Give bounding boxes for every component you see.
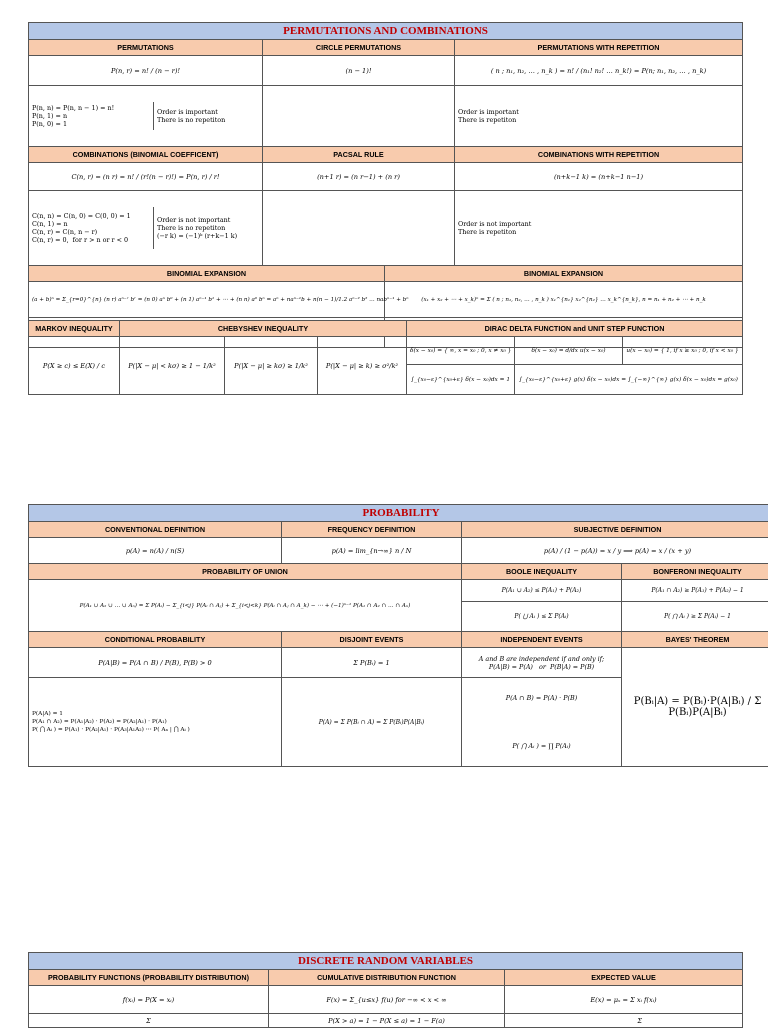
independent-definition: A and B are independent if and only if; P(A|B) = P(A) or P(B|A) = P(B) xyxy=(462,648,622,678)
markov-formula: P(X ≥ c) ≤ E(X) / c xyxy=(29,337,120,395)
header-pascal-rule: PACSAL RULE xyxy=(263,147,455,163)
subjective-formula: p(A) / (1 − p(A)) = x / y ⟹ p(A) = x / (x + y) xyxy=(462,538,768,564)
conditional-notes: P(A|A) = 1 P(A₁ ∩ A₂) = P(A₁|A₂) · P(A₂) = P(A₂|A₁) · P(A₁) P( ⋂ Aᵢ ) = P(A₁) · P(A₂|A₁) · P(A₃|A₁A₂) ⋯ P( Aₙ | ⋂ Aᵢ ) xyxy=(29,678,282,767)
probability-table xyxy=(28,504,768,767)
bayes-formula: P(Bᵢ|A) = P(Bᵢ)·P(A|Bᵢ) / Σ P(Bᵢ)P(A|Bᵢ) xyxy=(622,648,768,767)
ev-formula: E(x) = μₓ = Σ xᵢ f(xᵢ) xyxy=(505,986,743,1014)
conditional-formula: P(A|B) = P(A ∩ B) / P(B), P(B) > 0 xyxy=(29,648,282,678)
dirac-definition: δ(x − x₀) = { ∞, x = x₀ ; 0, x ≠ x₀ } xyxy=(407,337,515,365)
bonferroni-formula-2: P( ⋂ Aᵢ ) ≥ Σ P(Aᵢ) − 1 xyxy=(622,602,768,632)
header-expected-value: EXPECTED VALUE xyxy=(505,970,743,986)
frequency-formula: p(A) = lim_{n→∞} n / N xyxy=(282,538,462,564)
section-title: PERMUTATIONS AND COMBINATIONS xyxy=(29,23,743,40)
independent-formula-2: P( ⋂ Aᵢ ) = ∏ P(Aᵢ) xyxy=(465,742,618,750)
header-cdf: CUMULATIVE DISTRIBUTION FUNCTION xyxy=(269,970,505,986)
header-bonferroni: BONFERONI INEQUALITY xyxy=(622,564,768,580)
permutation-description: Order is important There is no repetiton xyxy=(154,102,263,130)
cdf-formula: F(x) = Σ_{u≤x} f(u) for −∞ < x < ∞ xyxy=(269,986,505,1014)
header-union: PROBABILITY OF UNION xyxy=(29,564,462,580)
comb-repetition-description: Order is not important There is repetiton xyxy=(455,191,743,266)
header-disjoint: DISJOINT EVENTS xyxy=(282,632,462,648)
header-chebyshev: CHEBYSHEV INEQUALITY xyxy=(120,321,407,337)
header-circle-permutations: CIRCLE PERMUTATIONS xyxy=(263,40,455,56)
header-conditional: CONDITIONAL PROBABILITY xyxy=(29,632,282,648)
header-bayes: BAYES' THEOREM xyxy=(622,632,768,648)
chebyshev-formula-1: P(|X − μ| < kσ) ≥ 1 − 1/k² xyxy=(120,337,225,395)
ev-formula-2: Σ xyxy=(505,1014,743,1028)
header-binomial-left: BINOMIAL EXPANSION xyxy=(29,266,385,282)
repetition-description: Order is important There is repetiton xyxy=(455,86,743,147)
header-dirac: DIRAC DELTA FUNCTION and UNIT STEP FUNCTION xyxy=(407,321,743,337)
header-permutations-repetition: PERMUTATIONS WITH REPETITION xyxy=(455,40,743,56)
header-boole: BOOLE INEQUALITY xyxy=(462,564,622,580)
header-conventional: CONVENTIONAL DEFINITION xyxy=(29,522,282,538)
chebyshev-formula-3: P(|X − μ| ≥ k) ≥ σ²/k² xyxy=(318,337,407,395)
pascal-formula: (n+1 r) = (n r−1) + (n r) xyxy=(263,163,455,191)
conventional-formula: p(A) = n(A) / n(S) xyxy=(29,538,282,564)
pf-formula: f(xᵢ) = P(X = xᵢ) xyxy=(29,986,269,1014)
unit-step-definition: u(x − x₀) = { 1, if x ≥ x₀ ; 0, if x < x₀ } xyxy=(623,337,743,365)
combination-formula: C(n, r) = (n r) = n! / (r!(n − r)!) = P(n, r) / r! xyxy=(29,163,263,191)
circle-formula: (n − 1)! xyxy=(263,56,455,86)
boole-formula-2: P( ⋃ Aᵢ ) ≤ Σ P(Aᵢ) xyxy=(462,602,622,632)
cdf-formula-2: P(X > a) = 1 − P(X ≤ a) = 1 − F(a) xyxy=(269,1014,505,1028)
section-title: DISCRETE RANDOM VARIABLES xyxy=(29,953,743,970)
bonferroni-formula-1: P(A₁ ∩ A₂) ≥ P(A₁) + P(A₂) − 1 xyxy=(622,580,768,602)
discrete-random-variables-table xyxy=(28,952,743,1028)
permutation-formula: P(n, r) = n! / (n − r)! xyxy=(29,56,263,86)
header-markov: MARKOV INEQUALITY xyxy=(29,321,120,337)
header-frequency: FREQUENCY DEFINITION xyxy=(282,522,462,538)
permutations-table xyxy=(28,22,743,348)
header-probability-functions: PROBABILITY FUNCTIONS (PROBABILITY DISTRIBUTION) xyxy=(29,970,269,986)
binomial-right-formula: (x₁ + x₂ + ⋯ + x_k)ⁿ = Σ ( n ; n₁, n₂, … , n_k ) x₁^{n₁} x₂^{n₂} … x_k^{n_k}, n = n₁ + n₂ + ⋯ + n_k xyxy=(385,282,743,318)
comb-repetition-formula: (n+k−1 k) = (n+k−1 n−1) xyxy=(455,163,743,191)
independent-formula-1: P(A ∩ B) = P(A) · P(B) xyxy=(465,694,618,702)
inequalities-table xyxy=(28,320,743,395)
disjoint-formula-2: P(A) = Σ P(Bᵢ ∩ A) = Σ P(Bᵢ)P(A|Bᵢ) xyxy=(282,678,462,767)
header-combinations: COMBINATIONS (BINOMIAL COEFFICENT) xyxy=(29,147,263,163)
combination-description: Order is not important There is no repetiton (−r k) = (−1)ᵏ (r+k−1 k) xyxy=(154,207,263,249)
header-combinations-repetition: COMBINATIONS WITH REPETITION xyxy=(455,147,743,163)
header-subjective: SUBJECTIVE DEFINITION xyxy=(462,522,768,538)
binomial-left-formula: (a + b)ⁿ = Σ_{r=0}^{n} (n r) aⁿ⁻ʳ bʳ = (n 0) aⁿ b⁰ + (n 1) aⁿ⁻¹ b¹ + ⋯ + (n n) a⁰ bⁿ = aⁿ + naⁿ⁻¹b + n(n − 1)/1.2 aⁿ⁻² b² … nabⁿ⁻¹ + bⁿ xyxy=(29,282,385,318)
boole-formula-1: P(A₁ ∪ A₂) ≤ P(A₁) + P(A₂) xyxy=(462,580,622,602)
permutation-identities: P(n, n) = P(n, n − 1) = n! P(n, 1) = n P(n, 0) = 1 xyxy=(29,102,154,130)
header-independent: INDEPENDENT EVENTS xyxy=(462,632,622,648)
section-title: PROBABILITY xyxy=(29,505,768,522)
header-binomial-right: BINOMIAL EXPANSION xyxy=(385,266,743,282)
disjoint-formula-1: Σ P(Bᵢ) = 1 xyxy=(282,648,462,678)
dirac-integral: ∫_{x₀−ε}^{x₀+ε} δ(x − x₀)dx = 1 xyxy=(407,365,515,395)
dirac-derivative: δ(x − x₀) = d/dx u(x − x₀) xyxy=(515,337,623,365)
pf-formula-2: Σ xyxy=(29,1014,269,1028)
union-formula: P(A₁ ∪ A₂ ∪ … ∪ Aₙ) = Σ P(Aᵢ) − Σ_{i<j} P(Aᵢ ∩ Aⱼ) + Σ_{i<j<k} P(Aᵢ ∩ Aⱼ ∩ A_k) − ⋯ + (−1)ⁿ⁻¹ P(A₁ ∩ A₂ ∩ … ∩ Aₙ) xyxy=(29,580,462,632)
combination-identities: C(n, n) = C(n, 0) = C(0, 0) = 1 C(n, 1) = n C(n, r) = C(n, n − r) C(n, r) = 0, for r > n or r < 0 xyxy=(29,207,154,249)
header-permutations: PERMUTATIONS xyxy=(29,40,263,56)
chebyshev-formula-2: P(|X − μ| ≥ kσ) ≥ 1/k² xyxy=(225,337,318,395)
sifting-property: ∫_{x₀−ε}^{x₀+ε} g(x) δ(x − x₀)dx = ∫_{−∞}^{∞} g(x) δ(x − x₀)dx = g(x₀) xyxy=(515,365,743,395)
repetition-formula: ( n ; n₁, n₂, … , n_k ) = n! / (n₁! n₂! … n_k!) = P(n; n₁, n₂, … , n_k) xyxy=(455,56,743,86)
